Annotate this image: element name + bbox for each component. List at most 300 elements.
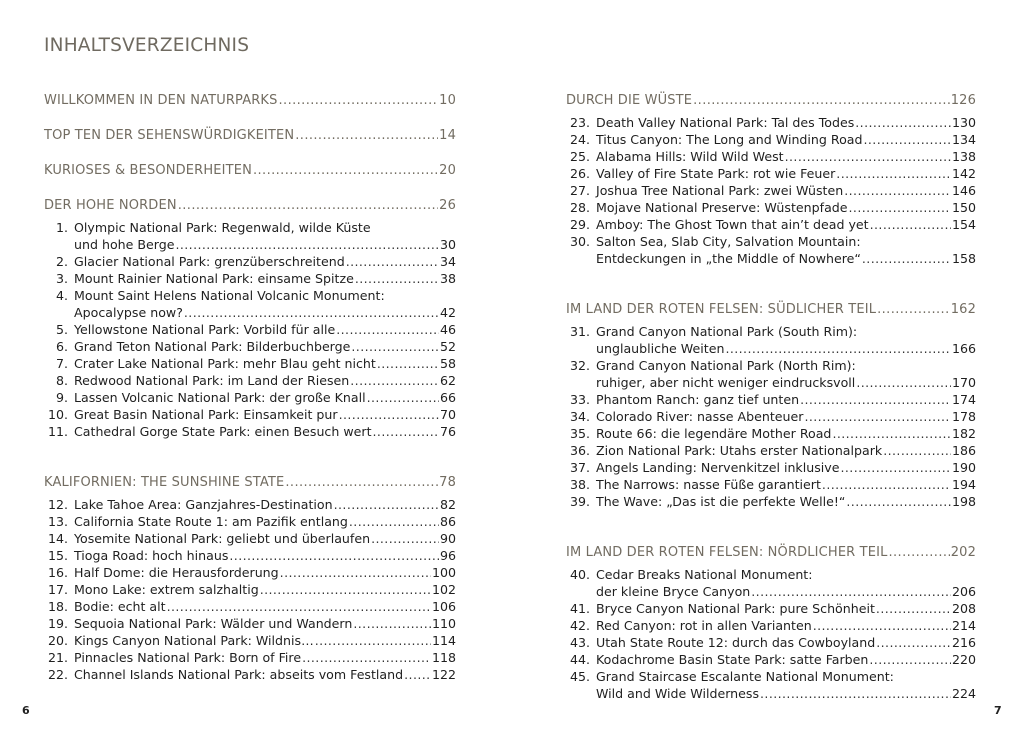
entry-page: 76 (439, 424, 456, 439)
section-heading[interactable] (44, 198, 456, 219)
entry-page: 194 (951, 477, 976, 492)
entry-line (596, 131, 976, 148)
dot-leader (800, 391, 951, 408)
entry-line (74, 513, 456, 530)
toc-entry[interactable] (566, 131, 976, 148)
toc-entry[interactable] (566, 323, 976, 357)
toc-entry[interactable] (44, 338, 456, 355)
entry-body (68, 496, 456, 513)
entry-body (590, 442, 976, 459)
entry-title: Glacier National Park: grenzüberschreitend (74, 254, 345, 269)
entry-page: 106 (431, 599, 456, 614)
toc-entry[interactable] (44, 649, 456, 666)
dot-leader (856, 374, 951, 391)
dot-leader (888, 545, 949, 560)
entry-title: Channel Islands National Park: abseits vom Festland (74, 667, 404, 682)
entry-body (590, 165, 976, 182)
dot-leader (870, 216, 951, 233)
entry-title: Tioga Road: hoch hinaus (74, 548, 229, 563)
dot-leader (813, 617, 951, 634)
entry-line (74, 598, 456, 615)
entry-line (74, 423, 456, 440)
entry-page: 170 (951, 375, 976, 390)
entry-title: The Wave: „Das ist die perfekte Welle!“ (596, 494, 846, 509)
toc-entry[interactable] (44, 253, 456, 270)
entry-line (596, 583, 976, 600)
entry-body (68, 632, 456, 649)
entry-page: 190 (951, 460, 976, 475)
toc-entry[interactable] (566, 634, 976, 651)
section-heading[interactable] (44, 93, 456, 114)
toc-entry[interactable] (44, 632, 456, 649)
entry-number: 43. (569, 635, 590, 650)
dot-leader (751, 583, 951, 600)
dot-leader (725, 340, 951, 357)
entry-title: Lassen Volcanic National Park: der große Knall (74, 390, 366, 405)
section-title: IM LAND DER ROTEN FELSEN: NÖRDLICHER TEIL (566, 545, 888, 560)
entry-body (68, 389, 456, 406)
page-number-right: 7 (994, 704, 1002, 717)
toc-entry[interactable] (566, 114, 976, 131)
entry-line (74, 581, 456, 598)
section-heading[interactable] (566, 545, 976, 566)
dot-leader (367, 389, 439, 406)
entry-number: 41. (569, 601, 590, 616)
entry-body (68, 321, 456, 338)
section-page: 202 (950, 545, 976, 560)
toc-entry[interactable] (566, 493, 976, 510)
entry-number: 38. (569, 477, 590, 492)
entry-page: 58 (439, 356, 456, 371)
entry-number: 19. (47, 616, 68, 631)
dot-leader (869, 651, 951, 668)
entry-number: 16. (47, 565, 68, 580)
toc-entry[interactable] (566, 357, 976, 391)
entry-body (68, 666, 456, 683)
section-title: TOP TEN DER SEHENSWÜRDIGKEITEN (44, 128, 295, 143)
entry-page: 130 (951, 115, 976, 130)
entry-number: 17. (47, 582, 68, 597)
spacer (566, 510, 976, 545)
entry-body (590, 668, 976, 702)
entry-title: Grand Canyon National Park (North Rim): (596, 358, 856, 373)
entry-number: 32. (569, 358, 590, 373)
entry-body (590, 131, 976, 148)
entry-number: 6. (55, 339, 68, 354)
dot-leader (339, 406, 439, 423)
dot-leader (832, 425, 951, 442)
entry-body (68, 253, 456, 270)
entry-page: 100 (431, 565, 456, 580)
entry-line (74, 632, 456, 649)
toc-entry[interactable] (44, 581, 456, 598)
entry-title: Utah State Route 12: durch das Cowboyland (596, 635, 876, 650)
entry-number: 14. (47, 531, 68, 546)
dot-leader (346, 253, 439, 270)
entry-page: 34 (439, 254, 456, 269)
entry-number: 13. (47, 514, 68, 529)
entry-line (596, 408, 976, 425)
entry-page: 70 (439, 407, 456, 422)
dot-leader (315, 632, 431, 649)
dot-leader (373, 423, 439, 440)
dot-leader (353, 615, 431, 632)
entry-number: 27. (569, 183, 590, 198)
entry-number: 5. (55, 322, 68, 337)
spacer (44, 440, 456, 475)
entry-line (596, 634, 976, 651)
toc-entry[interactable] (566, 566, 976, 600)
dot-leader (862, 250, 951, 267)
entry-page: 30 (439, 237, 456, 252)
entry-number: 39. (569, 494, 590, 509)
dot-leader (804, 408, 950, 425)
dot-leader (295, 128, 438, 143)
dot-leader (876, 634, 951, 651)
entry-body (590, 357, 976, 391)
toc-entry[interactable] (566, 408, 976, 425)
section-page: 126 (950, 93, 976, 108)
entry-body (68, 406, 456, 423)
entry-line (596, 668, 976, 685)
entry-body (590, 651, 976, 668)
dot-leader (178, 198, 438, 213)
entry-line (74, 321, 456, 338)
entry-title: Grand Staircase Escalante National Monument: (596, 669, 894, 684)
entry-number: 40. (569, 567, 590, 582)
entry-page: 206 (951, 584, 976, 599)
entry-body (590, 233, 976, 267)
entry-line (74, 253, 456, 270)
entry-number: 2. (55, 254, 68, 269)
entry-line (596, 617, 976, 634)
entry-page: 52 (439, 339, 456, 354)
entry-number: 23. (569, 115, 590, 130)
toc-entry[interactable] (44, 406, 456, 423)
entry-title: Colorado River: nasse Abenteuer (596, 409, 804, 424)
entry-title: unglaubliche Weiten (596, 341, 725, 356)
dot-leader (877, 302, 950, 317)
dot-leader (849, 199, 951, 216)
entry-line (596, 182, 976, 199)
spacer (44, 184, 456, 198)
entry-title: Death Valley National Park: Tal des Todes (596, 115, 855, 130)
entry-body (590, 216, 976, 233)
toc-entry[interactable] (566, 391, 976, 408)
entry-number: 44. (569, 652, 590, 667)
entry-number: 42. (569, 618, 590, 633)
toc-right-column (566, 93, 976, 702)
entry-page: 154 (951, 217, 976, 232)
spacer (566, 267, 976, 302)
section-title: KALIFORNIEN: THE SUNSHINE STATE (44, 475, 285, 490)
entry-number: 29. (569, 217, 590, 232)
entry-page: 182 (951, 426, 976, 441)
entry-title: Olympic National Park: Regenwald, wilde Küste (74, 220, 371, 235)
entry-page: 118 (431, 650, 456, 665)
entry-title: Apocalypse now? (74, 305, 183, 320)
page-title: INHALTSVERZEICHNIS (44, 35, 250, 56)
toc-entry[interactable] (44, 564, 456, 581)
dot-leader (883, 442, 951, 459)
toc-entry[interactable] (44, 287, 456, 321)
page-number-left: 6 (22, 704, 30, 717)
entry-page: 220 (951, 652, 976, 667)
entry-page: 96 (439, 548, 456, 563)
toc-entry[interactable] (566, 148, 976, 165)
dot-leader (175, 236, 439, 253)
entry-title: Amboy: The Ghost Town that ain’t dead yet (596, 217, 869, 232)
entry-number: 15. (47, 548, 68, 563)
dot-leader (377, 355, 439, 372)
entry-line (74, 287, 456, 304)
entry-body (590, 182, 976, 199)
section-heading[interactable] (566, 302, 976, 323)
entry-body (68, 547, 456, 564)
entry-page: 146 (951, 183, 976, 198)
entry-line (74, 304, 456, 321)
entry-page: 214 (951, 618, 976, 633)
entry-line (74, 496, 456, 513)
toc-entry[interactable] (44, 423, 456, 440)
dot-leader (260, 581, 431, 598)
dot-leader (864, 131, 951, 148)
entry-page: 82 (439, 497, 456, 512)
entry-title: Zion National Park: Utahs erster Nationalpark (596, 443, 883, 458)
entry-body (68, 513, 456, 530)
toc-entry[interactable] (566, 199, 976, 216)
entry-title: Pinnacles National Park: Born of Fire (74, 650, 302, 665)
entry-title: Redwood National Park: im Land der Riesen (74, 373, 350, 388)
entry-title: Wild and Wide Wilderness (596, 686, 760, 701)
entry-line (596, 340, 976, 357)
entry-body (68, 423, 456, 440)
toc-entry[interactable] (566, 476, 976, 493)
entry-body (68, 372, 456, 389)
toc-entry[interactable] (566, 182, 976, 199)
entry-title: Angels Landing: Nervenkitzel inklusive (596, 460, 840, 475)
entry-title: Yellowstone National Park: Vorbild für alle (74, 322, 336, 337)
entry-title: Bryce Canyon National Park: pure Schönheit (596, 601, 875, 616)
entry-number: 25. (569, 149, 590, 164)
entry-page: 138 (951, 149, 976, 164)
toc-entry[interactable] (44, 513, 456, 530)
toc-entry[interactable] (44, 372, 456, 389)
dot-leader (351, 338, 439, 355)
entry-title: Kings Canyon National Park: Wildnis… (74, 633, 314, 648)
entry-title: Bodie: echt alt (74, 599, 166, 614)
entry-number: 31. (569, 324, 590, 339)
section-heading[interactable] (566, 93, 976, 114)
entry-body (590, 617, 976, 634)
entry-title: Phantom Ranch: ganz tief unten (596, 392, 800, 407)
entry-page: 224 (951, 686, 976, 701)
entry-line (596, 600, 976, 617)
entry-page: 102 (431, 582, 456, 597)
entry-number: 24. (569, 132, 590, 147)
toc-entry[interactable] (44, 219, 456, 253)
dot-leader (876, 600, 951, 617)
entry-body (590, 323, 976, 357)
entry-title: Entdeckungen in „the Middle of Nowhere“ (596, 251, 861, 266)
entry-line (74, 649, 456, 666)
entry-body (590, 459, 976, 476)
entry-title: Mount Saint Helens National Volcanic Monument: (74, 288, 385, 303)
entry-body (590, 566, 976, 600)
entry-number: 26. (569, 166, 590, 181)
entry-page: 110 (431, 616, 456, 631)
dot-leader (822, 476, 951, 493)
section-title: IM LAND DER ROTEN FELSEN: SÜDLICHER TEIL (566, 302, 877, 317)
section-heading[interactable] (44, 163, 456, 184)
toc-entry[interactable] (566, 233, 976, 267)
entry-title: ruhiger, aber nicht weniger eindrucksvoll (596, 375, 856, 390)
entry-number: 33. (569, 392, 590, 407)
entry-title: Cathedral Gorge State Park: einen Besuch wert (74, 424, 372, 439)
dot-leader (840, 459, 950, 476)
entry-title: Alabama Hills: Wild Wild West (596, 149, 784, 164)
toc-entry[interactable] (566, 617, 976, 634)
entry-number: 36. (569, 443, 590, 458)
dot-leader (280, 564, 431, 581)
toc-entry[interactable] (566, 442, 976, 459)
entry-line (596, 216, 976, 233)
entry-title: The Narrows: nasse Füße garantiert (596, 477, 821, 492)
entry-number: 20. (47, 633, 68, 648)
entry-body (68, 615, 456, 632)
entry-title: Route 66: die legendäre Mother Road (596, 426, 832, 441)
toc-entry[interactable] (44, 615, 456, 632)
entry-line (74, 219, 456, 236)
entry-number: 4. (55, 288, 68, 303)
entry-page: 134 (951, 132, 976, 147)
toc-entry[interactable] (44, 389, 456, 406)
entry-body (68, 355, 456, 372)
toc-entry[interactable] (566, 425, 976, 442)
toc-entry[interactable] (566, 216, 976, 233)
entry-line (74, 666, 456, 683)
toc-entry[interactable] (44, 270, 456, 287)
entry-page: 198 (951, 494, 976, 509)
section-title: DER HOHE NORDEN (44, 198, 177, 213)
entry-number: 30. (569, 234, 590, 249)
entry-line (596, 685, 976, 702)
entry-body (590, 634, 976, 651)
entry-page: 62 (439, 373, 456, 388)
spacer (44, 149, 456, 163)
dot-leader (371, 530, 439, 547)
dot-leader (404, 666, 431, 683)
toc-entry[interactable] (566, 651, 976, 668)
dot-leader (693, 93, 950, 108)
toc-entry[interactable] (44, 598, 456, 615)
dot-leader (184, 304, 439, 321)
entry-line (74, 355, 456, 372)
entry-line (74, 564, 456, 581)
entry-line (596, 233, 976, 250)
toc-entry[interactable] (566, 668, 976, 702)
dot-leader (846, 493, 951, 510)
section-heading[interactable] (44, 475, 456, 496)
entry-page: 38 (439, 271, 456, 286)
entry-line (74, 547, 456, 564)
entry-title: Cedar Breaks National Monument: (596, 567, 813, 582)
entry-page: 114 (431, 633, 456, 648)
toc-entry[interactable] (566, 459, 976, 476)
entry-line (596, 459, 976, 476)
entry-title: Red Canyon: rot in allen Varianten (596, 618, 812, 633)
entry-title: Joshua Tree National Park: zwei Wüsten (596, 183, 844, 198)
dot-leader (760, 685, 951, 702)
entry-number: 7. (55, 356, 68, 371)
entry-body (68, 530, 456, 547)
entry-body (590, 114, 976, 131)
toc-entry[interactable] (566, 165, 976, 182)
entry-line (74, 270, 456, 287)
toc-entry[interactable] (566, 600, 976, 617)
entry-title: Titus Canyon: The Long and Winding Road (596, 132, 863, 147)
entry-title: California State Route 1: am Pazifik entlang (74, 514, 348, 529)
entry-title: Grand Teton National Park: Bilderbuchberge (74, 339, 351, 354)
entry-line (596, 357, 976, 374)
toc-entry[interactable] (44, 666, 456, 683)
entry-number: 21. (47, 650, 68, 665)
entry-body (68, 581, 456, 598)
entry-body (590, 199, 976, 216)
entry-number: 9. (55, 390, 68, 405)
section-heading[interactable] (44, 128, 456, 149)
section-title: DURCH DIE WÜSTE (566, 93, 693, 108)
entry-line (74, 236, 456, 253)
entry-title: Kodachrome Basin State Park: satte Farben (596, 652, 869, 667)
toc-entry[interactable] (44, 355, 456, 372)
section-page: 162 (950, 302, 976, 317)
entry-page: 46 (439, 322, 456, 337)
entry-title: Mount Rainier National Park: einsame Spitze (74, 271, 354, 286)
entry-page: 166 (951, 341, 976, 356)
entry-page: 90 (439, 531, 456, 546)
entry-title: Mono Lake: extrem salzhaltig (74, 582, 259, 597)
entry-page: 142 (951, 166, 976, 181)
dot-leader (836, 165, 951, 182)
entry-page: 86 (439, 514, 456, 529)
entry-body (68, 287, 456, 321)
entry-line (74, 372, 456, 389)
entry-number: 34. (569, 409, 590, 424)
entry-line (596, 442, 976, 459)
entry-number: 8. (55, 373, 68, 388)
entry-body (590, 148, 976, 165)
toc-entry[interactable] (44, 496, 456, 513)
dot-leader (785, 148, 951, 165)
entry-body (68, 338, 456, 355)
toc-entry[interactable] (44, 321, 456, 338)
entry-number: 37. (569, 460, 590, 475)
entry-title: Valley of Fire State Park: rot wie Feuer (596, 166, 836, 181)
toc-entry[interactable] (44, 547, 456, 564)
entry-number: 1. (55, 220, 68, 235)
entry-title: Yosemite National Park: geliebt und überlaufen (74, 531, 371, 546)
entry-line (74, 530, 456, 547)
toc-entry[interactable] (44, 530, 456, 547)
section-title: WILLKOMMEN IN DEN NATURPARKS (44, 93, 278, 108)
entry-page: 174 (951, 392, 976, 407)
entry-line (596, 114, 976, 131)
entry-line (596, 651, 976, 668)
entry-number: 3. (55, 271, 68, 286)
entry-title: Lake Tahoe Area: Ganzjahres-Destination (74, 497, 333, 512)
entry-body (590, 425, 976, 442)
